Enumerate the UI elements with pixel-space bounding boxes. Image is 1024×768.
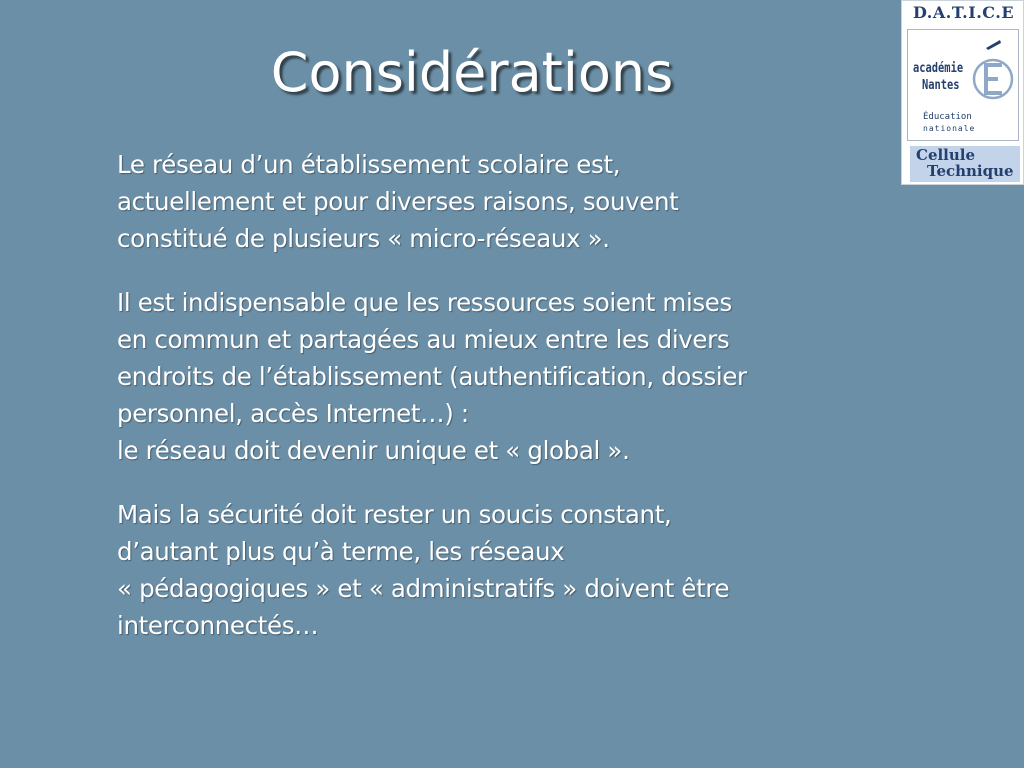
slide-body bbox=[117, 146, 917, 671]
text-line: Le réseau d’un établissement scolaire est, bbox=[117, 150, 621, 179]
logo-nationale-text: nationale bbox=[923, 124, 976, 133]
logo-academie-text: académie bbox=[913, 61, 964, 76]
text-line: d’autant plus qu’à terme, les réseaux bbox=[117, 537, 565, 566]
text-line: « pédagogiques » et « administratifs » doivent être bbox=[117, 574, 730, 603]
text-line: Mais la sécurité doit rester un soucis constant, bbox=[117, 500, 672, 529]
datice-logo bbox=[901, 0, 1024, 185]
paragraph-2 bbox=[117, 284, 917, 469]
logo-technique-text: Technique bbox=[927, 162, 1014, 180]
text-line: constitué de plusieurs « micro-réseaux ». bbox=[117, 224, 610, 253]
text-line: interconnectés… bbox=[117, 611, 319, 640]
text-line: Il est indispensable que les ressources soient mises bbox=[117, 288, 732, 317]
paragraph-3 bbox=[117, 496, 917, 644]
text-line: en commun et partagées au mieux entre les divers bbox=[117, 325, 730, 354]
academie-nantes-logo bbox=[907, 29, 1019, 141]
logo-nantes-text: Nantes bbox=[922, 78, 960, 93]
text-line: endroits de l’établissement (authentification, dossier bbox=[117, 362, 747, 391]
text-line: le réseau doit devenir unique et « global ». bbox=[117, 436, 630, 465]
logo-datice-label: D.A.T.I.C.E bbox=[912, 3, 1015, 22]
text-line: personnel, accès Internet…) : bbox=[117, 399, 469, 428]
logo-education-text: Éducation bbox=[923, 112, 972, 122]
e-accent-icon bbox=[970, 38, 1016, 108]
text-line: actuellement et pour diverses raisons, souvent bbox=[117, 187, 679, 216]
logo-cellule-text: Cellule bbox=[916, 146, 976, 164]
paragraph-1 bbox=[117, 146, 917, 257]
slide-title: Considérations bbox=[270, 41, 674, 104]
